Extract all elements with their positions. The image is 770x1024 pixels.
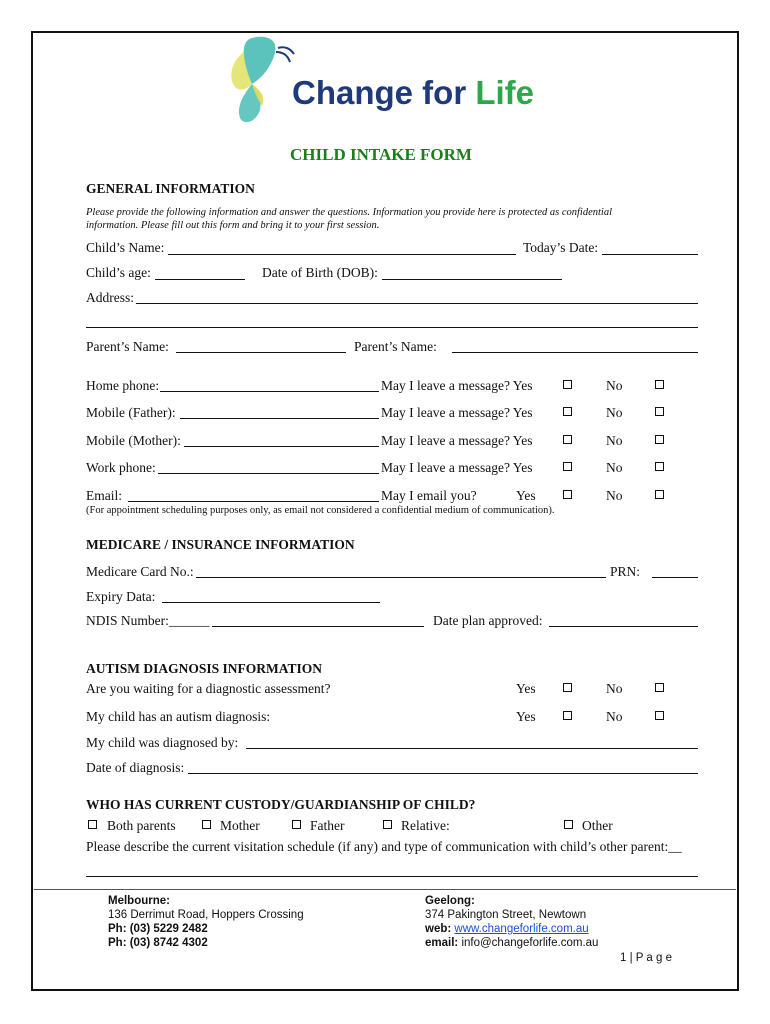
melbourne-title: Melbourne: [108,895,170,907]
mobile-mother-message-question: May I leave a message? Yes [381,433,533,448]
relative-checkbox[interactable] [383,820,392,829]
geelong-title: Geelong: [425,895,475,907]
other-checkbox[interactable] [564,820,573,829]
autism-q1-yes-label: Yes [516,681,536,696]
email-footer-value: info@changeforlife.com.au [461,937,599,949]
expiry-label: Expiry Data: [86,589,156,604]
logo [222,34,562,130]
mother-label: Mother [220,818,260,833]
work-no-label: No [606,460,623,475]
parent1-label: Parent’s Name: [86,339,169,354]
mobile-mother-label: Mobile (Mother): [86,433,181,448]
melbourne-phone-2: Ph: (03) 8742 4302 [108,937,208,949]
mobile-father-no-checkbox[interactable] [655,407,664,416]
both-parents-label: Both parents [107,818,176,833]
work-phone-label: Work phone: [86,460,156,475]
mobile-mother-yes-checkbox[interactable] [563,435,572,444]
email-footer-label: email: [425,937,459,949]
intro-line-2: information. Please fill out this form and bring it to your first session. [86,220,380,231]
custody-heading: WHO HAS CURRENT CUSTODY/GUARDIANSHIP OF CHILD? [86,797,476,812]
mother-checkbox[interactable] [202,820,211,829]
mobile-father-field[interactable] [180,418,379,419]
dob-field[interactable] [382,279,562,280]
ndis-label: NDIS Number:______ [86,613,210,628]
email-field[interactable] [128,501,379,502]
childs-age-field[interactable] [155,279,245,280]
home-no-checkbox[interactable] [655,380,664,389]
childs-name-field[interactable] [168,254,516,255]
relative-label: Relative: [401,818,450,833]
parent2-field[interactable] [452,352,698,353]
geelong-address: 374 Pakington Street, Newtown [425,909,587,921]
home-message-question: May I leave a message? Yes [381,378,533,393]
autism-q2-yes-label: Yes [516,709,536,724]
medicare-heading: MEDICARE / INSURANCE INFORMATION [86,537,355,552]
melbourne-phone-1: Ph: (03) 5229 2482 [108,923,208,935]
address-field[interactable] [136,303,698,304]
footer-geelong [425,894,598,950]
diagnosis-date-field[interactable] [188,773,698,774]
other-label: Other [582,818,613,833]
visitation-field[interactable] [86,876,698,877]
autism-q2-no-label: No [606,709,623,724]
autism-q2-label: My child has an autism diagnosis: [86,709,271,724]
plan-approved-label: Date plan approved: [433,613,543,628]
address-label: Address: [86,290,134,305]
autism-q2-yes-checkbox[interactable] [563,711,572,720]
email-yes-label: Yes [516,488,536,503]
medicare-card-label: Medicare Card No.: [86,564,194,579]
father-checkbox[interactable] [292,820,301,829]
diagnosis-date-label: Date of diagnosis: [86,760,185,775]
email-question: May I email you? [381,488,477,503]
visitation-label: Please describe the current visitation schedule (if any) and type of communication with child’s other parent:__ [86,839,682,854]
expiry-field[interactable] [162,602,380,603]
autism-q1-no-checkbox[interactable] [655,683,664,692]
mobile-mother-no-checkbox[interactable] [655,435,664,444]
plan-approved-field[interactable] [549,626,698,627]
intro-line-1: Please provide the following information and answer the questions. Information you provide here is protected as confidential [86,207,613,218]
prn-label: PRN: [610,564,641,579]
logo-text-change: Change for [292,74,476,111]
mobile-father-message-question: May I leave a message? Yes [381,405,533,420]
work-yes-checkbox[interactable] [563,462,572,471]
prn-field[interactable] [652,577,698,578]
parent1-field[interactable] [176,352,346,353]
mobile-father-no-label: No [606,405,623,420]
father-label: Father [310,818,345,833]
diagnosed-by-label: My child was diagnosed by: [86,735,239,750]
website-link[interactable]: www.changeforlife.com.au [454,923,589,935]
footer-melbourne [108,894,304,950]
home-phone-label: Home phone: [86,378,160,393]
autism-q1-yes-checkbox[interactable] [563,683,572,692]
home-yes-checkbox[interactable] [563,380,572,389]
butterfly-icon [222,34,302,130]
autism-q1-label: Are you waiting for a diagnostic assessment? [86,681,331,696]
mobile-mother-field[interactable] [184,446,379,447]
home-no-label: No [606,378,623,393]
footer-divider [34,889,736,890]
work-phone-field[interactable] [158,473,379,474]
mobile-father-label: Mobile (Father): [86,405,176,420]
email-label: Email: [86,488,122,503]
work-no-checkbox[interactable] [655,462,664,471]
melbourne-address: 136 Derrimut Road, Hoppers Crossing [108,909,304,921]
childs-age-label: Child’s age: [86,265,151,280]
ndis-blank: ______ [168,613,210,628]
visitation-blank: __ [668,839,682,854]
work-message-question: May I leave a message? Yes [381,460,533,475]
mobile-father-yes-checkbox[interactable] [563,407,572,416]
mobile-mother-no-label: No [606,433,623,448]
parent2-label: Parent’s Name: [354,339,437,354]
web-label: web: [425,923,452,935]
email-yes-checkbox[interactable] [563,490,572,499]
address-field-line-2[interactable] [86,327,698,328]
dob-label: Date of Birth (DOB): [262,265,378,280]
ndis-field[interactable] [212,626,424,627]
todays-date-field[interactable] [602,254,698,255]
both-parents-checkbox[interactable] [88,820,97,829]
autism-heading: AUTISM DIAGNOSIS INFORMATION [86,661,323,676]
autism-q2-no-checkbox[interactable] [655,711,664,720]
logo-text-life: Life [475,74,535,111]
home-phone-field[interactable] [160,391,379,392]
todays-date-label: Today’s Date: [523,240,599,255]
email-no-checkbox[interactable] [655,490,664,499]
medicare-card-field[interactable] [196,577,606,578]
autism-q1-no-label: No [606,681,623,696]
form-title: CHILD INTAKE FORM [290,145,472,164]
page-number: 1 | P a g e [620,952,673,964]
diagnosed-by-field[interactable] [246,748,698,749]
email-note: (For appointment scheduling purposes only, as email not considered a confidential medium of communication). [86,505,555,516]
general-heading: GENERAL INFORMATION [86,181,255,196]
email-no-label: No [606,488,623,503]
childs-name-label: Child’s Name: [86,240,165,255]
